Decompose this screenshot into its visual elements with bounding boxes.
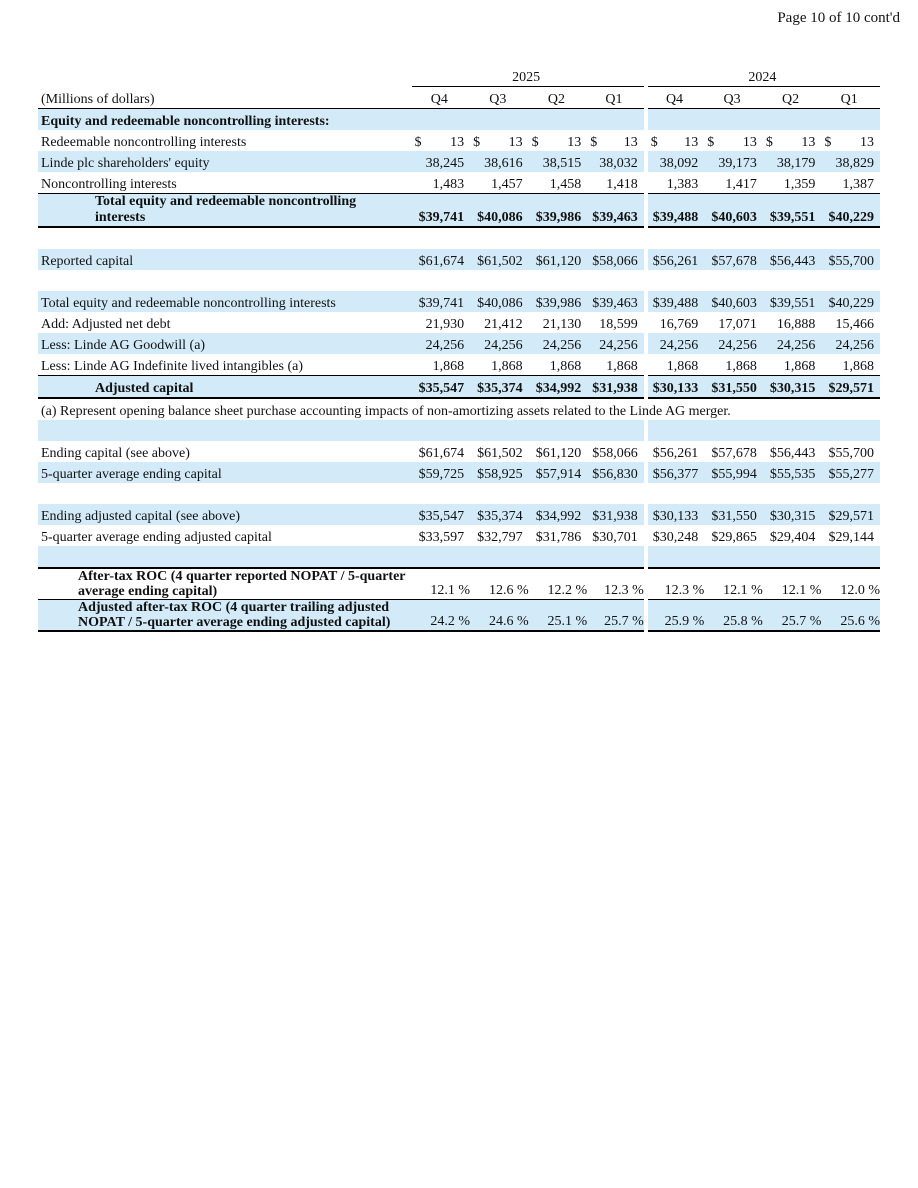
value-cell: 18,599	[599, 317, 638, 332]
value-cell: $29,571	[821, 376, 880, 399]
footnote-row	[38, 398, 880, 420]
value-cell: 1,868	[432, 359, 465, 374]
value-cell: 39,173	[704, 151, 763, 172]
value-cell: $35,374	[470, 376, 529, 399]
footnote: (a) Represent opening balance sheet purchase accounting impacts of non-amortizing assets related to the Linde AG merger.	[41, 404, 731, 419]
value-cell: $29,571	[821, 504, 880, 525]
row-label: Reported capital	[38, 249, 412, 270]
value-cell: $40,229	[821, 291, 880, 312]
value-cell: 1,417	[725, 177, 757, 192]
table-row	[38, 354, 880, 376]
value-text: 13	[567, 135, 582, 150]
value-cell: $40,603	[704, 291, 763, 312]
value-cell: 24,256	[821, 333, 880, 354]
value-cell: 1,868	[783, 359, 816, 374]
value-cell: $40,603	[704, 194, 763, 228]
value-cell: 12.1 %	[704, 568, 763, 600]
value-cell: $30,315	[763, 504, 822, 525]
value-cell: 12.2 %	[529, 568, 588, 600]
table-row	[38, 312, 880, 333]
value-cell: $59,725	[412, 462, 471, 483]
value-cell: 21,930	[425, 317, 465, 332]
row-label: Noncontrolling interests	[41, 177, 177, 192]
value-cell: 24,256	[412, 333, 471, 354]
value-cell: 1,387	[842, 177, 874, 192]
value-cell: $39,741	[412, 194, 471, 228]
value-cell: 25.9 %	[646, 600, 705, 632]
value-cell: 15,466	[835, 317, 874, 332]
roc-label: Adjusted after-tax ROC (4 quarter trailing adjusted NOPAT / 5-quarter average ending adjusted capital)	[38, 600, 412, 632]
value-cell: $39,488	[646, 194, 705, 228]
value-cell: $57,678	[704, 249, 763, 270]
value-cell: 24,256	[646, 333, 705, 354]
value-cell: $30,701	[592, 530, 638, 545]
value-cell: $61,674	[418, 446, 465, 461]
value-cell: $61,502	[477, 446, 523, 461]
dollar-sign: $	[650, 135, 658, 150]
value-cell: $58,925	[470, 462, 529, 483]
spacer-row	[38, 483, 880, 504]
value-cell: 38,245	[412, 151, 471, 172]
quarter-header: Q4	[412, 87, 471, 109]
quarter-header: Q2	[763, 87, 822, 109]
value-cell: $39,741	[412, 291, 471, 312]
value-cell: $34,992	[529, 376, 588, 399]
value-cell: $35,374	[470, 504, 529, 525]
quarter-header: Q3	[704, 87, 763, 109]
quarter-header: Q1	[587, 87, 646, 109]
value-cell: 25.7 %	[587, 600, 646, 632]
value-cell: $56,261	[646, 249, 705, 270]
value-cell: $30,315	[763, 376, 822, 399]
dollar-sign: $	[414, 135, 422, 150]
value-cell: $57,914	[529, 462, 588, 483]
value-cell: 1,359	[783, 177, 816, 192]
value-cell: $56,443	[769, 446, 816, 461]
value-cell: $56,443	[763, 249, 822, 270]
value-cell	[412, 130, 471, 151]
value-cell: $39,551	[763, 291, 822, 312]
value-cell: $31,550	[704, 504, 763, 525]
value-cell: $57,678	[711, 446, 757, 461]
value-cell: 25.7 %	[763, 600, 822, 632]
value-cell: $40,086	[470, 291, 529, 312]
value-cell: $31,550	[704, 376, 763, 399]
value-cell: 25.6 %	[821, 600, 880, 632]
value-cell: 24,256	[470, 333, 529, 354]
quarter-header-row	[38, 87, 880, 109]
value-cell: $39,488	[646, 291, 705, 312]
value-text: 13	[450, 135, 465, 150]
year-header-row	[38, 65, 880, 87]
equity-total-row	[38, 194, 880, 228]
value-cell: $61,502	[470, 249, 529, 270]
dollar-sign: $	[707, 135, 715, 150]
value-cell: 38,616	[470, 151, 529, 172]
total-label: Adjusted capital	[38, 376, 412, 399]
value-cell: $35,547	[412, 504, 471, 525]
table-row	[38, 130, 880, 151]
value-cell	[763, 130, 822, 151]
value-cell: $55,535	[763, 462, 822, 483]
value-text: 13	[860, 135, 874, 150]
value-cell: 24.6 %	[470, 600, 529, 632]
value-cell: 1,457	[491, 177, 523, 192]
spacer-row	[38, 227, 880, 249]
spacer-row	[38, 420, 880, 441]
value-cell: $39,986	[529, 291, 588, 312]
table-row	[38, 462, 880, 483]
value-cell: $61,120	[535, 446, 582, 461]
spacer-row	[38, 546, 880, 568]
value-cell: $58,066	[592, 446, 638, 461]
value-cell: 12.6 %	[470, 568, 529, 600]
table-row	[38, 441, 880, 462]
value-cell: 17,071	[718, 317, 757, 332]
dollar-sign: $	[765, 135, 773, 150]
value-cell: 1,458	[549, 177, 582, 192]
value-cell: 1,868	[606, 359, 638, 374]
roc-row	[38, 568, 880, 600]
value-cell: $61,120	[529, 249, 588, 270]
value-text: 13	[623, 135, 638, 150]
value-cell: 1,868	[646, 354, 705, 376]
value-cell: 24,256	[529, 333, 588, 354]
value-cell: $58,066	[587, 249, 646, 270]
value-cell: $30,133	[646, 504, 705, 525]
value-cell: 1,868	[549, 359, 582, 374]
value-cell: 25.8 %	[704, 600, 763, 632]
value-cell: $39,463	[587, 194, 646, 228]
value-cell: 38,092	[646, 151, 705, 172]
row-label: Less: Linde AG Goodwill (a)	[38, 333, 412, 354]
value-cell: $39,986	[529, 194, 588, 228]
value-cell: $55,700	[821, 249, 880, 270]
dollar-sign: $	[531, 135, 539, 150]
value-cell: $29,865	[711, 530, 757, 545]
year-2024-header: 2024	[646, 65, 880, 87]
quarter-header: Q4	[646, 87, 705, 109]
value-cell: $61,674	[412, 249, 471, 270]
value-cell: 1,483	[432, 177, 465, 192]
reported-capital-row	[38, 249, 880, 270]
value-cell: $39,463	[587, 291, 646, 312]
page-header: Page 10 of 10 cont'd	[777, 10, 900, 26]
value-cell	[646, 130, 705, 151]
dollar-sign: $	[824, 135, 832, 150]
table-row	[38, 504, 880, 525]
value-cell: $56,830	[587, 462, 646, 483]
value-text: 13	[508, 135, 523, 150]
value-cell	[587, 130, 646, 151]
value-cell: $33,597	[418, 530, 465, 545]
quarter-header: Q1	[821, 87, 880, 109]
total-label: Total equity and redeemable noncontrolling interests	[38, 194, 412, 228]
adjusted-capital-row	[38, 376, 880, 399]
row-label: Ending capital (see above)	[41, 446, 190, 461]
value-cell: 21,130	[542, 317, 582, 332]
quarter-header: Q2	[529, 87, 588, 109]
value-cell: $55,994	[704, 462, 763, 483]
value-text: 13	[684, 135, 699, 150]
value-cell: 24,256	[587, 333, 646, 354]
value-cell: 38,829	[821, 151, 880, 172]
value-cell: 1,383	[646, 172, 705, 194]
value-cell: $35,547	[412, 376, 471, 399]
roc-row	[38, 600, 880, 632]
value-cell: 1,868	[725, 359, 757, 374]
value-cell: $31,786	[535, 530, 582, 545]
row-label: Total equity and redeemable noncontrolling interests	[38, 291, 412, 312]
value-cell: 12.3 %	[587, 568, 646, 600]
value-cell: 38,515	[529, 151, 588, 172]
row-label: Ending adjusted capital (see above)	[38, 504, 412, 525]
value-cell: $55,277	[821, 462, 880, 483]
value-cell: 12.1 %	[763, 568, 822, 600]
row-label: 5-quarter average ending adjusted capital	[41, 530, 272, 545]
roc-label: After-tax ROC (4 quarter reported NOPAT / 5-quarter average ending capital)	[38, 568, 412, 600]
dollar-sign: $	[473, 135, 481, 150]
value-cell: $29,404	[769, 530, 816, 545]
value-cell: 16,888	[776, 317, 816, 332]
dollar-sign: $	[590, 135, 598, 150]
table-row	[38, 333, 880, 354]
value-cell: 38,032	[587, 151, 646, 172]
value-cell: $30,133	[646, 376, 705, 399]
spacer-row	[38, 270, 880, 291]
value-cell: 38,179	[763, 151, 822, 172]
value-cell: $31,938	[587, 504, 646, 525]
value-cell: 25.1 %	[529, 600, 588, 632]
units-label: (Millions of dollars)	[38, 87, 412, 109]
year-2025-header: 2025	[412, 65, 646, 87]
row-label: Linde plc shareholders' equity	[38, 151, 412, 172]
value-cell: 12.3 %	[646, 568, 705, 600]
row-label: 5-quarter average ending capital	[38, 462, 412, 483]
value-cell: 1,868	[842, 359, 874, 374]
value-cell: $40,086	[470, 194, 529, 228]
value-cell: 1,868	[491, 359, 523, 374]
quarter-header: Q3	[470, 87, 529, 109]
value-cell: 21,412	[484, 317, 523, 332]
value-cell: 24.2 %	[412, 600, 471, 632]
table-row	[38, 151, 880, 172]
section-title: Equity and redeemable noncontrolling interests:	[38, 109, 412, 131]
row-label: Add: Adjusted net debt	[41, 317, 171, 332]
table-row	[38, 525, 880, 546]
value-cell: $29,144	[828, 530, 874, 545]
value-cell: $30,248	[646, 525, 705, 546]
table-row	[38, 291, 880, 312]
value-cell	[704, 130, 763, 151]
value-cell: 1,418	[606, 177, 638, 192]
value-cell	[821, 130, 880, 151]
row-label: Less: Linde AG Indefinite lived intangibles (a)	[41, 359, 304, 374]
table-row	[38, 172, 880, 194]
value-text: 13	[801, 135, 816, 150]
value-cell: $40,229	[821, 194, 880, 228]
value-cell: $56,377	[646, 462, 705, 483]
value-cell	[470, 130, 529, 151]
value-cell: 12.0 %	[821, 568, 880, 600]
value-text: 13	[742, 135, 757, 150]
value-cell: $31,938	[587, 376, 646, 399]
value-cell: 24,256	[704, 333, 763, 354]
value-cell: $34,992	[529, 504, 588, 525]
row-label: Redeemable noncontrolling interests	[41, 135, 247, 150]
value-cell: $32,797	[477, 530, 523, 545]
value-cell: 24,256	[763, 333, 822, 354]
financial-table	[38, 65, 880, 632]
value-cell	[529, 130, 588, 151]
value-cell: $56,261	[646, 441, 705, 462]
value-cell: 12.1 %	[412, 568, 471, 600]
section-title-row	[38, 109, 880, 131]
value-cell: $39,551	[763, 194, 822, 228]
value-cell: $55,700	[828, 446, 874, 461]
value-cell: 16,769	[646, 312, 705, 333]
